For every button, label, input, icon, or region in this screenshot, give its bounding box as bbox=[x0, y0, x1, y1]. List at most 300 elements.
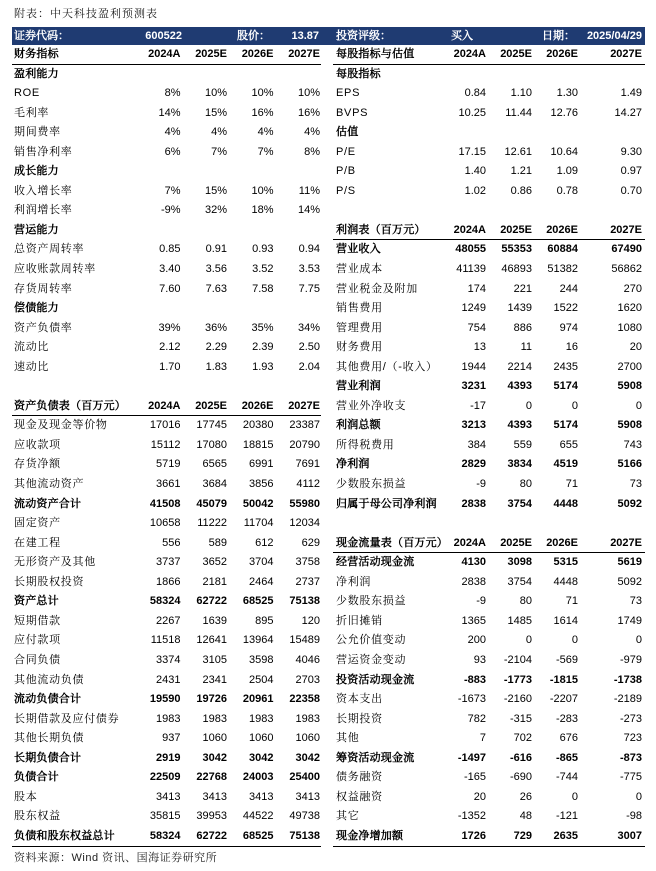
row-value: 729 bbox=[513, 829, 532, 842]
row-value: 200 bbox=[467, 634, 486, 647]
row-value: 3598 bbox=[249, 653, 274, 666]
year-column-header: 2027E bbox=[288, 399, 320, 412]
row-value: 612 bbox=[255, 536, 274, 549]
table-row bbox=[12, 651, 321, 671]
row-label: 营运资金变动 bbox=[336, 653, 407, 666]
row-value: 7% bbox=[211, 145, 227, 158]
table-row bbox=[12, 143, 321, 163]
row-value: 12.61 bbox=[504, 145, 532, 158]
row-value: 50042 bbox=[242, 497, 274, 510]
row-value: 895 bbox=[255, 614, 274, 627]
row-value: 1.30 bbox=[556, 87, 578, 100]
row-value: -1773 bbox=[503, 673, 532, 686]
row-value: 35% bbox=[251, 321, 274, 334]
row-value: 1.09 bbox=[556, 165, 578, 178]
row-value: 73 bbox=[629, 595, 642, 608]
row-value: 244 bbox=[559, 282, 578, 295]
row-value: -1815 bbox=[549, 673, 578, 686]
row-value: 3231 bbox=[461, 380, 486, 393]
table-block bbox=[333, 45, 645, 201]
row-value: 10% bbox=[204, 87, 227, 100]
table-row bbox=[12, 240, 321, 260]
row-value: 2181 bbox=[202, 575, 227, 588]
row-value: 8% bbox=[304, 145, 320, 158]
row-label: 长期借款及应付债券 bbox=[14, 712, 120, 725]
price-label: 股价： bbox=[237, 30, 270, 42]
row-value: 723 bbox=[623, 732, 642, 745]
table-row bbox=[12, 768, 321, 788]
row-value: 25400 bbox=[289, 771, 320, 784]
row-value: 16% bbox=[251, 106, 274, 119]
row-value: 60884 bbox=[547, 243, 578, 256]
row-label: 净利润 bbox=[336, 458, 370, 471]
row-value: 7.60 bbox=[159, 282, 181, 295]
row-value: 11.44 bbox=[505, 106, 532, 119]
table-row bbox=[12, 319, 321, 339]
row-label: 公允价值变动 bbox=[336, 634, 407, 647]
row-value: 3213 bbox=[461, 419, 486, 432]
row-value: 71 bbox=[565, 478, 578, 491]
row-value: 270 bbox=[623, 282, 642, 295]
row-value: 49738 bbox=[289, 810, 320, 823]
row-value: 5619 bbox=[617, 556, 642, 569]
row-value: 3374 bbox=[156, 653, 181, 666]
row-value: 1983 bbox=[156, 712, 181, 725]
row-value: 4% bbox=[211, 126, 227, 139]
row-value: 18% bbox=[251, 204, 274, 217]
row-value: -9 bbox=[476, 595, 486, 608]
row-value: -569 bbox=[555, 653, 578, 666]
row-value: 0.94 bbox=[298, 243, 320, 256]
row-label: 流动负债合计 bbox=[14, 693, 82, 706]
table-row bbox=[12, 201, 321, 221]
row-value: 0 bbox=[571, 790, 578, 803]
table-row bbox=[333, 553, 645, 573]
row-label: 应收账款周转率 bbox=[14, 263, 96, 276]
row-label: P/B bbox=[336, 165, 356, 178]
row-value: 3413 bbox=[202, 790, 227, 803]
row-value: 1365 bbox=[461, 614, 486, 627]
row-value: 5908 bbox=[617, 419, 642, 432]
stock-code: 600522 bbox=[145, 30, 182, 42]
row-value: 4393 bbox=[507, 419, 532, 432]
row-value: 1726 bbox=[461, 829, 486, 842]
row-value: -9% bbox=[160, 204, 181, 217]
row-value: 754 bbox=[467, 321, 486, 334]
row-value: 2829 bbox=[461, 458, 486, 471]
row-value: 2635 bbox=[553, 829, 578, 842]
table-row bbox=[12, 84, 321, 104]
table-row bbox=[333, 280, 645, 300]
row-value: 1080 bbox=[617, 321, 642, 334]
row-label: 营业外净收支 bbox=[336, 399, 407, 412]
row-label: 存货净额 bbox=[14, 458, 61, 471]
row-value: 3.40 bbox=[159, 263, 181, 276]
row-label: 速动比 bbox=[14, 360, 50, 373]
table-row bbox=[12, 671, 321, 691]
row-value: 48055 bbox=[455, 243, 486, 256]
row-value: 11222 bbox=[197, 517, 227, 530]
row-label: 营业成本 bbox=[336, 263, 383, 276]
table-row bbox=[12, 495, 321, 515]
section-heading: 营运能力 bbox=[14, 223, 59, 236]
table-row bbox=[333, 631, 645, 651]
row-value: 6565 bbox=[202, 458, 227, 471]
row-label: 其他 bbox=[336, 732, 360, 745]
row-value: 20790 bbox=[289, 438, 320, 451]
row-label: 短期借款 bbox=[14, 614, 61, 627]
source-note: 资料来源：Wind 资讯、国海证券研究所 bbox=[14, 852, 218, 864]
table-row bbox=[12, 749, 321, 769]
table-row bbox=[333, 358, 645, 378]
row-label: 管理费用 bbox=[336, 321, 383, 334]
table-row bbox=[12, 104, 321, 124]
row-value: 2464 bbox=[249, 575, 274, 588]
table-row bbox=[333, 162, 645, 182]
row-value: 22768 bbox=[196, 771, 227, 784]
row-value: 174 bbox=[467, 282, 486, 295]
row-value: 0 bbox=[525, 399, 532, 412]
section-heading-row bbox=[12, 221, 321, 241]
year-column-header: 2024A bbox=[148, 399, 181, 412]
row-value: 0.93 bbox=[252, 243, 274, 256]
table-row bbox=[333, 240, 645, 260]
row-value: 3.52 bbox=[252, 263, 274, 276]
row-label: 营业税金及附加 bbox=[336, 282, 418, 295]
row-value: 3834 bbox=[507, 458, 532, 471]
row-value: 1983 bbox=[249, 712, 274, 725]
year-column-header: 2024A bbox=[453, 48, 486, 60]
row-value: 1620 bbox=[617, 302, 642, 315]
year-column-header: 2026E bbox=[546, 536, 578, 549]
row-value: 20961 bbox=[242, 693, 274, 706]
row-value: -17 bbox=[470, 399, 486, 412]
row-value: 75138 bbox=[289, 829, 320, 842]
row-value: 655 bbox=[559, 438, 578, 451]
table-row bbox=[333, 573, 645, 593]
year-column-header: 2027E bbox=[610, 223, 642, 236]
row-value: 1866 bbox=[156, 575, 181, 588]
row-value: 3754 bbox=[507, 497, 532, 510]
row-label: 营业利润 bbox=[336, 380, 381, 393]
row-value: 26 bbox=[519, 790, 532, 803]
row-value: -2207 bbox=[549, 693, 578, 706]
table-row bbox=[333, 749, 645, 769]
row-label: 长期股权投资 bbox=[14, 575, 85, 588]
row-label: 在建工程 bbox=[14, 536, 61, 549]
row-label: 营业收入 bbox=[336, 243, 381, 256]
row-value: 676 bbox=[559, 732, 578, 745]
row-value: 41139 bbox=[456, 263, 486, 276]
row-label: EPS bbox=[336, 87, 361, 100]
row-value: 7 bbox=[479, 732, 486, 745]
row-label: 投资活动现金流 bbox=[336, 673, 415, 686]
row-value: 10% bbox=[251, 87, 274, 100]
row-value: 2504 bbox=[249, 673, 274, 686]
price-value: 13.87 bbox=[291, 30, 319, 42]
row-value: 0.84 bbox=[464, 87, 486, 100]
row-value: -273 bbox=[619, 712, 642, 725]
row-value: 1614 bbox=[553, 614, 578, 627]
row-label: 其它 bbox=[336, 810, 360, 823]
row-value: 10% bbox=[251, 184, 274, 197]
row-value: 0 bbox=[635, 790, 642, 803]
table-row bbox=[12, 631, 321, 651]
table-heading: 利润表（百万元） bbox=[336, 223, 426, 236]
table-row bbox=[333, 671, 645, 691]
table-row bbox=[12, 807, 321, 827]
row-label: 无形资产及其他 bbox=[14, 556, 96, 569]
year-column-header: 2026E bbox=[546, 223, 578, 236]
row-value: 11704 bbox=[243, 517, 274, 530]
row-value: 3661 bbox=[156, 478, 181, 491]
row-value: 702 bbox=[513, 732, 532, 745]
row-value: 0 bbox=[571, 399, 578, 412]
row-value: -616 bbox=[509, 751, 532, 764]
table-row bbox=[333, 338, 645, 358]
table-row bbox=[333, 710, 645, 730]
row-value: 19726 bbox=[196, 693, 227, 706]
row-value: 4448 bbox=[553, 575, 578, 588]
table-row bbox=[333, 260, 645, 280]
section-heading: 估值 bbox=[336, 126, 359, 139]
row-value: -283 bbox=[555, 712, 578, 725]
row-label: 权益融资 bbox=[336, 790, 383, 803]
row-value: 2737 bbox=[295, 575, 320, 588]
row-value: -883 bbox=[463, 673, 486, 686]
row-value: 11518 bbox=[150, 634, 181, 647]
row-value: 44522 bbox=[242, 810, 274, 823]
row-value: 73 bbox=[629, 478, 642, 491]
row-value: -775 bbox=[619, 771, 642, 784]
table-row bbox=[333, 104, 645, 124]
row-value: 93 bbox=[473, 653, 486, 666]
row-value: -315 bbox=[509, 712, 532, 725]
row-value: 2700 bbox=[617, 360, 642, 373]
right-table-column bbox=[333, 45, 645, 847]
row-label: 存货周转率 bbox=[14, 282, 73, 295]
row-value: 3754 bbox=[507, 575, 532, 588]
row-value: 51382 bbox=[547, 263, 578, 276]
row-label: 总资产周转率 bbox=[14, 243, 85, 256]
table-row bbox=[12, 553, 321, 573]
row-value: 58324 bbox=[149, 595, 181, 608]
row-value: 15489 bbox=[289, 634, 320, 647]
row-label: 现金净增加额 bbox=[336, 829, 404, 842]
table-row bbox=[12, 514, 321, 534]
row-value: 17080 bbox=[196, 438, 227, 451]
row-value: 3758 bbox=[295, 556, 320, 569]
row-value: 1983 bbox=[202, 712, 227, 725]
row-value: -744 bbox=[555, 771, 578, 784]
row-value: 1.40 bbox=[464, 165, 486, 178]
table-row bbox=[333, 319, 645, 339]
row-value: 3042 bbox=[295, 751, 320, 764]
row-value: 0 bbox=[571, 634, 578, 647]
row-label: 其他长期负债 bbox=[14, 732, 85, 745]
table-row bbox=[12, 788, 321, 808]
table-row bbox=[12, 475, 321, 495]
row-value: -2160 bbox=[503, 693, 532, 706]
row-label: 利润总额 bbox=[336, 419, 381, 432]
row-value: 2.29 bbox=[205, 341, 227, 354]
row-value: 45079 bbox=[196, 497, 227, 510]
row-value: 11 bbox=[520, 341, 532, 354]
section-heading-row bbox=[12, 299, 321, 319]
row-value: 4519 bbox=[553, 458, 578, 471]
row-value: 5719 bbox=[156, 458, 181, 471]
row-value: 0 bbox=[635, 399, 642, 412]
table-row bbox=[333, 612, 645, 632]
table-heading: 现金流量表（百万元） bbox=[336, 536, 448, 549]
year-column-header: 2026E bbox=[546, 48, 578, 60]
row-value: -1352 bbox=[457, 810, 486, 823]
row-value: 5908 bbox=[617, 380, 642, 393]
table-row bbox=[12, 338, 321, 358]
year-column-header: 2027E bbox=[288, 48, 320, 60]
row-value: 0.86 bbox=[510, 184, 532, 197]
row-value: 4130 bbox=[461, 556, 486, 569]
row-value: 629 bbox=[301, 536, 320, 549]
row-label: 其他流动资产 bbox=[14, 478, 85, 491]
table-row bbox=[12, 416, 321, 436]
row-value: 22358 bbox=[289, 693, 320, 706]
year-column-header: 2025E bbox=[500, 536, 532, 549]
row-value: -1497 bbox=[457, 751, 486, 764]
row-value: 384 bbox=[467, 438, 486, 451]
section-heading-row bbox=[12, 162, 321, 182]
row-value: 8% bbox=[164, 87, 181, 100]
row-value: 2703 bbox=[295, 673, 320, 686]
year-column-header: 2025E bbox=[195, 399, 227, 412]
row-value: 1.21 bbox=[510, 165, 532, 178]
row-value: 41508 bbox=[149, 497, 181, 510]
row-value: 7% bbox=[164, 184, 181, 197]
row-value: 75138 bbox=[289, 595, 320, 608]
row-value: 36% bbox=[204, 321, 227, 334]
row-value: 1.83 bbox=[205, 360, 227, 373]
row-label: 股东权益 bbox=[14, 810, 61, 823]
table-title: 附表：中天科技盈利预测表 bbox=[14, 8, 158, 20]
row-value: 14% bbox=[297, 204, 320, 217]
row-label: 少数股东损益 bbox=[336, 595, 407, 608]
row-value: 20 bbox=[473, 790, 486, 803]
row-value: 1060 bbox=[202, 732, 227, 745]
table-row bbox=[12, 690, 321, 710]
row-value: 5092 bbox=[617, 497, 642, 510]
table-block bbox=[333, 534, 645, 847]
row-value: 2.50 bbox=[298, 341, 320, 354]
row-value: 3098 bbox=[507, 556, 532, 569]
table-row bbox=[333, 495, 645, 515]
row-value: 7691 bbox=[295, 458, 320, 471]
year-column-header: 2024A bbox=[453, 536, 486, 549]
row-value: 22509 bbox=[149, 771, 181, 784]
row-value: 24003 bbox=[242, 771, 274, 784]
row-value: 589 bbox=[208, 536, 227, 549]
row-value: 4112 bbox=[296, 478, 320, 491]
table-row bbox=[333, 436, 645, 456]
table-row bbox=[333, 299, 645, 319]
row-value: 1060 bbox=[249, 732, 274, 745]
table-row bbox=[12, 592, 321, 612]
row-value: 886 bbox=[513, 321, 532, 334]
row-value: -690 bbox=[509, 771, 532, 784]
row-label: 资产负债率 bbox=[14, 321, 73, 334]
row-value: -2104 bbox=[503, 653, 532, 666]
row-value: 23387 bbox=[289, 419, 320, 432]
row-value: 4393 bbox=[507, 380, 532, 393]
row-value: 9.30 bbox=[620, 145, 642, 158]
row-value: -873 bbox=[619, 751, 642, 764]
row-value: 3413 bbox=[156, 790, 181, 803]
row-value: 4% bbox=[164, 126, 181, 139]
table-row bbox=[12, 729, 321, 749]
row-value: 2838 bbox=[461, 575, 486, 588]
table-row bbox=[12, 182, 321, 202]
row-value: 1485 bbox=[507, 614, 532, 627]
row-value: 71 bbox=[565, 595, 578, 608]
row-value: -979 bbox=[619, 653, 642, 666]
row-value: 1249 bbox=[461, 302, 486, 315]
row-label: 净利润 bbox=[336, 575, 372, 588]
year-column-header: 2027E bbox=[610, 536, 642, 549]
table-header-row bbox=[333, 221, 645, 241]
row-label: 其他费用/（-收入） bbox=[336, 360, 438, 373]
section-heading: 每股指标 bbox=[336, 67, 381, 80]
row-value: 937 bbox=[162, 732, 181, 745]
row-value: -1673 bbox=[457, 693, 486, 706]
row-value: 12034 bbox=[289, 517, 320, 530]
row-value: 68525 bbox=[242, 595, 274, 608]
row-label: P/S bbox=[336, 184, 356, 197]
row-value: 556 bbox=[162, 536, 181, 549]
row-label: 负债和股东权益总计 bbox=[14, 829, 115, 842]
row-value: 3042 bbox=[249, 751, 274, 764]
row-value: 2838 bbox=[461, 497, 486, 510]
row-value: 15% bbox=[204, 106, 227, 119]
table-row bbox=[12, 123, 321, 143]
row-label: 折旧摊销 bbox=[336, 614, 383, 627]
row-value: 1439 bbox=[507, 302, 532, 315]
row-value: 3737 bbox=[156, 556, 181, 569]
row-label: 应付款项 bbox=[14, 634, 61, 647]
table-heading: 每股指标与估值 bbox=[336, 48, 415, 60]
table-row bbox=[333, 397, 645, 417]
row-value: -165 bbox=[463, 771, 486, 784]
row-value: 17.15 bbox=[458, 145, 486, 158]
row-label: 毛利率 bbox=[14, 106, 50, 119]
row-value: 3042 bbox=[202, 751, 227, 764]
row-value: 10658 bbox=[149, 517, 181, 530]
row-value: 80 bbox=[519, 595, 532, 608]
table-heading: 财务指标 bbox=[14, 48, 59, 60]
row-value: -1738 bbox=[613, 673, 642, 686]
row-value: 15112 bbox=[150, 438, 181, 451]
row-value: 7% bbox=[257, 145, 274, 158]
row-value: -2189 bbox=[613, 693, 642, 706]
row-label: 所得税费用 bbox=[336, 438, 395, 451]
row-label: 长期负债合计 bbox=[14, 751, 82, 764]
row-value: 35815 bbox=[149, 810, 181, 823]
rating-label: 投资评级： bbox=[336, 30, 391, 42]
row-value: 1060 bbox=[295, 732, 320, 745]
row-value: 14% bbox=[158, 106, 181, 119]
row-value: 12.76 bbox=[550, 106, 578, 119]
section-heading: 盈利能力 bbox=[14, 67, 59, 80]
row-label: P/E bbox=[336, 145, 356, 158]
row-value: 3.53 bbox=[298, 263, 320, 276]
